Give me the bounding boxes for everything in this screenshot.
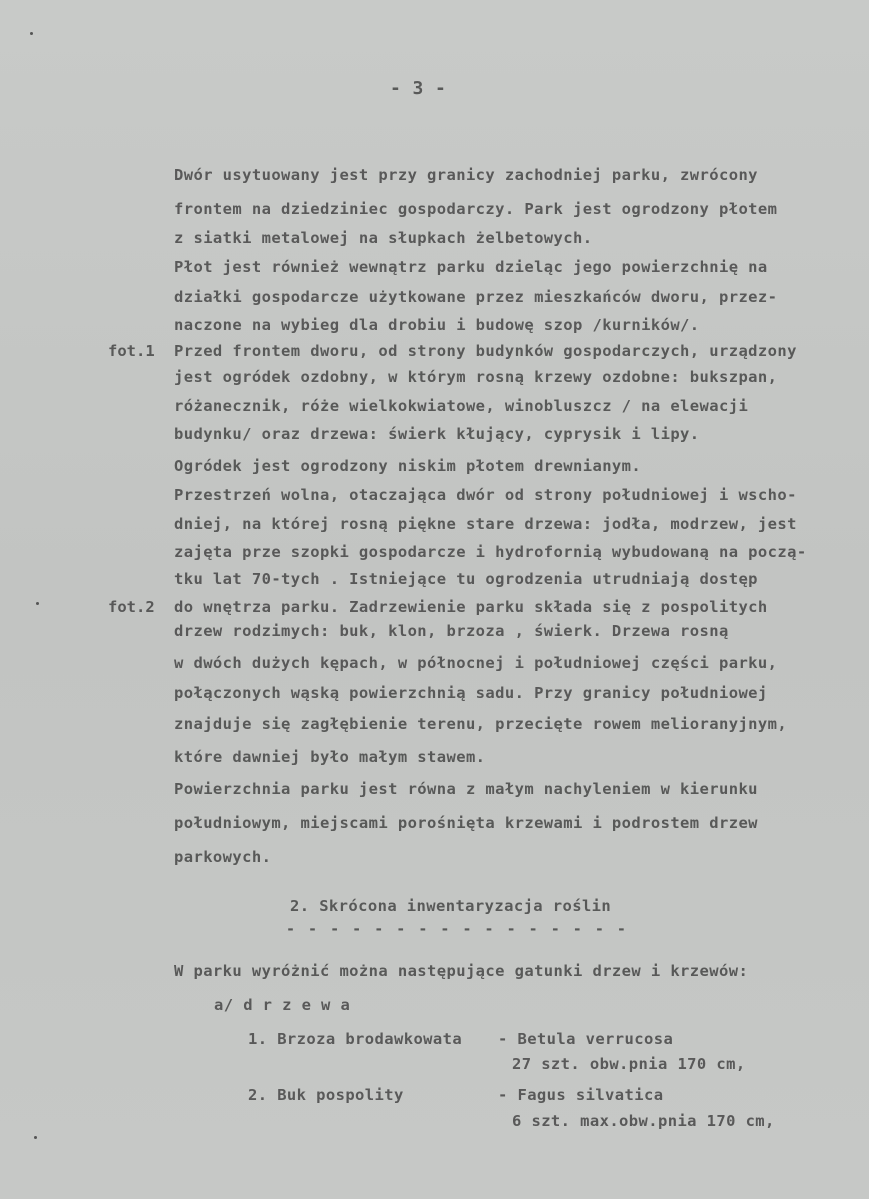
subheading: a/ d r z e w a [214, 996, 351, 1014]
text-line: budynku/ oraz drzewa: świerk kłujący, cyprysik i lipy. [174, 425, 700, 443]
text-line: jest ogródek ozdobny, w którym rosną krzewy ozdobne: bukszpan, [174, 368, 778, 386]
text-line: Płot jest również wewnątrz parku dzieląc jego powierzchnię na [174, 258, 768, 276]
text-line: różanecznik, róże wielkokwiatowe, winobluszcz / na elewacji [174, 397, 749, 415]
text-line: połączonych wąską powierzchnią sadu. Przy granicy południowej [174, 684, 768, 702]
margin-note-fot2: fot.2 [108, 598, 155, 616]
text-line: zajęta prze szopki gospodarcze i hydrofornią wybudowaną na począ- [174, 543, 807, 561]
text-line: parkowych. [174, 848, 272, 866]
speck [36, 602, 39, 605]
text-line: drzew rodzimych: buk, klon, brzoza , świerk. Drzewa rosną [174, 622, 729, 640]
text-line: do wnętrza parku. Zadrzewienie parku składa się z pospolitych [174, 598, 768, 616]
text-line: w dwóch dużych kępach, w północnej i południowej części parku, [174, 654, 778, 672]
text-line: działki gospodarcze użytkowane przez mieszkańców dworu, przez- [174, 288, 778, 306]
section-heading: 2. Skrócona inwentaryzacja roślin [290, 897, 612, 915]
page-number: - 3 - [390, 78, 447, 99]
text-line: Dwór usytuowany jest przy granicy zachodniej parku, zwrócony [174, 166, 758, 184]
text-line: z siatki metalowej na słupkach żelbetowych. [174, 229, 593, 247]
intro-line: W parku wyróżnić można następujące gatunki drzew i krzewów: [174, 962, 749, 980]
text-line: Przestrzeń wolna, otaczająca dwór od strony południowej i wscho- [174, 486, 797, 504]
species-latin: - Betula verrucosa [498, 1030, 674, 1048]
text-line: Powierzchnia parku jest równa z małym nachyleniem w kierunku [174, 780, 758, 798]
text-line: tku lat 70-tych . Istniejące tu ogrodzenia utrudniają dostęp [174, 570, 758, 588]
text-line: Ogródek jest ogrodzony niskim płotem drewnianym. [174, 457, 642, 475]
species-detail: 6 szt. max.obw.pnia 170 cm, [512, 1112, 775, 1130]
speck [30, 32, 33, 35]
species-name: 1. Brzoza brodawkowata [248, 1030, 463, 1048]
text-line: które dawniej było małym stawem. [174, 748, 486, 766]
text-line: znajduje się zagłębienie terenu, przecięte rowem melioranyjnym, [174, 715, 788, 733]
text-line: dniej, na której rosną piękne stare drzewa: jodła, modrzew, jest [174, 515, 797, 533]
species-latin: - Fagus silvatica [498, 1086, 664, 1104]
species-detail: 27 szt. obw.pnia 170 cm, [512, 1055, 746, 1073]
speck [34, 1136, 37, 1139]
text-line: Przed frontem dworu, od strony budynków gospodarczych, urządzony [174, 342, 797, 360]
text-line: frontem na dziedziniec gospodarczy. Park jest ogrodzony płotem [174, 200, 778, 218]
text-line: naczone na wybieg dla drobiu i budowę szop /kurników/. [174, 316, 700, 334]
species-name: 2. Buk pospolity [248, 1086, 404, 1104]
margin-note-fot1: fot.1 [108, 342, 155, 360]
heading-underline: - - - - - - - - - - - - - - - - [286, 920, 628, 938]
text-line: południowym, miejscami porośnięta krzewami i podrostem drzew [174, 814, 758, 832]
